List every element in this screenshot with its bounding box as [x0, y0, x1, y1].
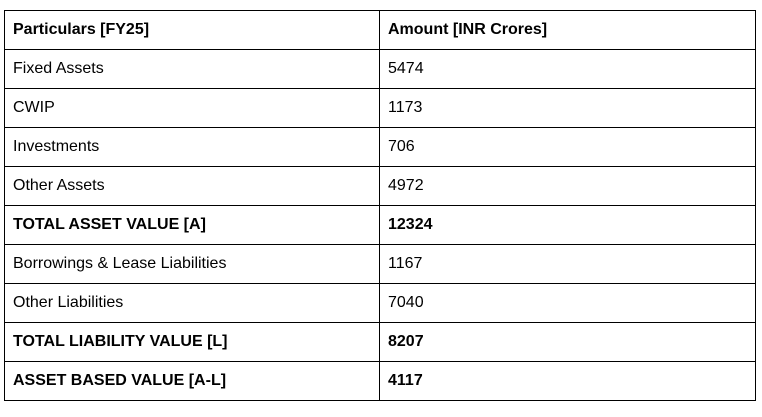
- header-amount: Amount [INR Crores]: [380, 11, 756, 50]
- row-amount: 8207: [380, 323, 756, 362]
- valuation-table: [4, 10, 756, 401]
- row-amount: 706: [380, 128, 756, 167]
- table-row: [5, 89, 756, 128]
- row-amount: 4972: [380, 167, 756, 206]
- asset-based-value-row: [5, 362, 756, 401]
- row-label: ASSET BASED VALUE [A-L]: [5, 362, 380, 401]
- table-row: [5, 245, 756, 284]
- table-header-row: [5, 11, 756, 50]
- row-amount: 12324: [380, 206, 756, 245]
- row-label: Fixed Assets: [5, 50, 380, 89]
- table-row: [5, 167, 756, 206]
- row-amount: 5474: [380, 50, 756, 89]
- row-amount: 7040: [380, 284, 756, 323]
- row-label: Other Assets: [5, 167, 380, 206]
- row-label: Other Liabilities: [5, 284, 380, 323]
- row-amount: 1167: [380, 245, 756, 284]
- table-row: [5, 50, 756, 89]
- row-label: Borrowings & Lease Liabilities: [5, 245, 380, 284]
- row-label: CWIP: [5, 89, 380, 128]
- header-particulars: Particulars [FY25]: [5, 11, 380, 50]
- total-asset-row: [5, 206, 756, 245]
- row-label: TOTAL ASSET VALUE [A]: [5, 206, 380, 245]
- row-amount: 4117: [380, 362, 756, 401]
- table-row: [5, 284, 756, 323]
- total-liability-row: [5, 323, 756, 362]
- row-label: TOTAL LIABILITY VALUE [L]: [5, 323, 380, 362]
- table-row: [5, 128, 756, 167]
- row-label: Investments: [5, 128, 380, 167]
- row-amount: 1173: [380, 89, 756, 128]
